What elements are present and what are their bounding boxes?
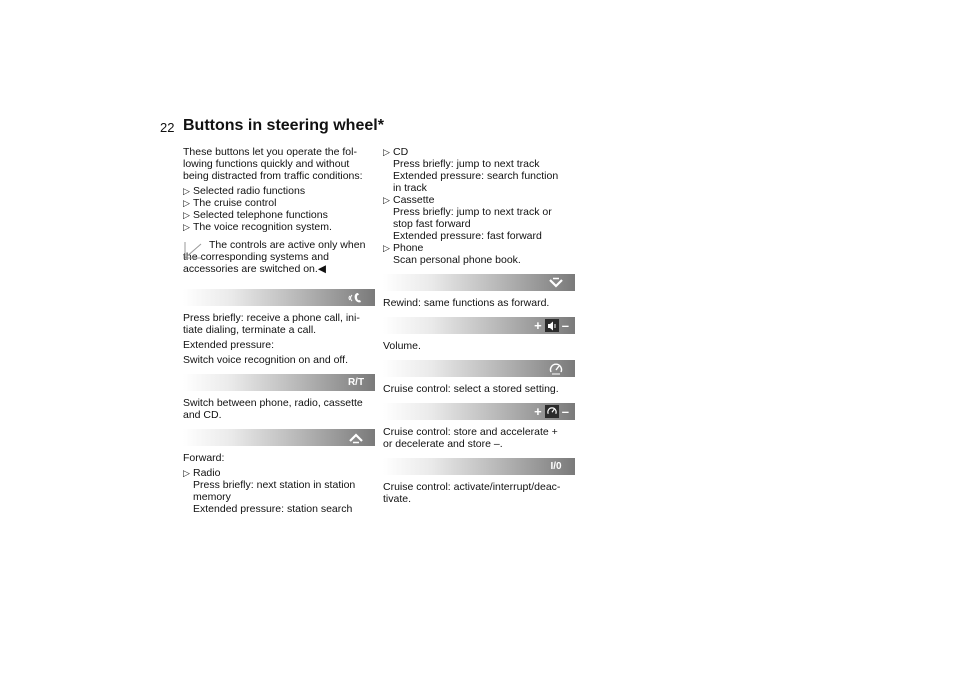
plus-icon: +: [534, 403, 542, 419]
cruise-store-desc: Cruise control: store and accelerate + or decelerate and store –.: [383, 426, 558, 450]
chevron-up-icon: [343, 431, 369, 445]
forward-list-left: [183, 467, 375, 515]
triangle-bullet-icon: ▷: [183, 222, 190, 232]
phone-voice-icon: [343, 291, 369, 305]
phone-button-graphic: [183, 289, 375, 306]
phone-desc-1: Press briefly: receive a phone call, ini- tiate dialing, terminate a call.: [183, 312, 360, 336]
plus-icon: +: [534, 317, 542, 333]
triangle-bullet-icon: ▷: [383, 243, 390, 253]
cruise-store-button-graphic: [383, 403, 575, 420]
list-item: ▷ CD Press briefly: jump to next track Extended pressure: search function in track: [383, 146, 559, 194]
speaker-icon: [545, 319, 559, 332]
list-item: ▷ The cruise control: [183, 197, 277, 209]
intro-text: These buttons let you operate the fol- lowing functions quickly and without being distracted from traffic conditions:: [183, 146, 363, 182]
rewind-desc: Rewind: same functions as forward.: [383, 297, 550, 309]
speedometer-icon: [545, 405, 559, 418]
phone-desc-3: Switch voice recognition on and off.: [183, 354, 348, 366]
triangle-bullet-icon: ▷: [183, 468, 190, 478]
note-text: The controls are active only when the corresponding systems and accessories are switched on.◀: [183, 239, 366, 275]
forward-button-graphic: [183, 429, 375, 446]
note-block: [183, 239, 375, 275]
right-column: [383, 146, 575, 508]
rewind-button-graphic: [383, 274, 575, 291]
volume-desc: Volume.: [383, 340, 421, 352]
io-button-graphic: [383, 458, 575, 475]
page-title: Buttons in steering wheel*: [183, 117, 384, 134]
triangle-bullet-icon: ▷: [183, 186, 190, 196]
rt-button-label: R/T: [347, 376, 365, 388]
io-button-label: I/0: [550, 460, 562, 472]
chevron-down-icon: [543, 276, 569, 290]
triangle-bullet-icon: ▷: [383, 195, 390, 205]
cruise-store-controls: [534, 405, 569, 418]
forward-label: Forward:: [183, 452, 225, 464]
minus-icon: –: [561, 317, 569, 333]
triangle-bullet-icon: ▷: [183, 210, 190, 220]
volume-controls: [534, 319, 569, 332]
list-item: ▷ The voice recognition system.: [183, 221, 332, 233]
intro-list: [183, 185, 375, 233]
io-desc: Cruise control: activate/interrupt/deac- tivate.: [383, 481, 561, 505]
left-column: [183, 146, 375, 521]
list-item: ▷ Selected telephone functions: [183, 209, 328, 221]
cruise-select-button-graphic: [383, 360, 575, 377]
cruise-select-desc: Cruise control: select a stored setting.: [383, 383, 559, 395]
volume-button-graphic: [383, 317, 575, 334]
note-arrow-icon: [183, 240, 205, 260]
list-item: ▷ Radio Press briefly: next station in station memory Extended pressure: station search: [183, 467, 356, 515]
triangle-bullet-icon: ▷: [183, 198, 190, 208]
list-item: ▷ Selected radio functions: [183, 185, 306, 197]
rt-button-graphic: [183, 374, 375, 391]
triangle-bullet-icon: ▷: [383, 147, 390, 157]
speedometer-icon: [543, 362, 569, 376]
rt-desc: Switch between phone, radio, cassette and CD.: [183, 397, 363, 421]
forward-list-right: [383, 146, 575, 266]
phone-desc-2: Extended pressure:: [183, 339, 275, 351]
list-item: ▷ Phone Scan personal phone book.: [383, 242, 521, 266]
list-item: ▷ Cassette Press briefly: jump to next track or stop fast forward Extended pressure: fast forward: [383, 194, 552, 242]
minus-icon: –: [561, 403, 569, 419]
page-number: 22: [160, 120, 175, 135]
